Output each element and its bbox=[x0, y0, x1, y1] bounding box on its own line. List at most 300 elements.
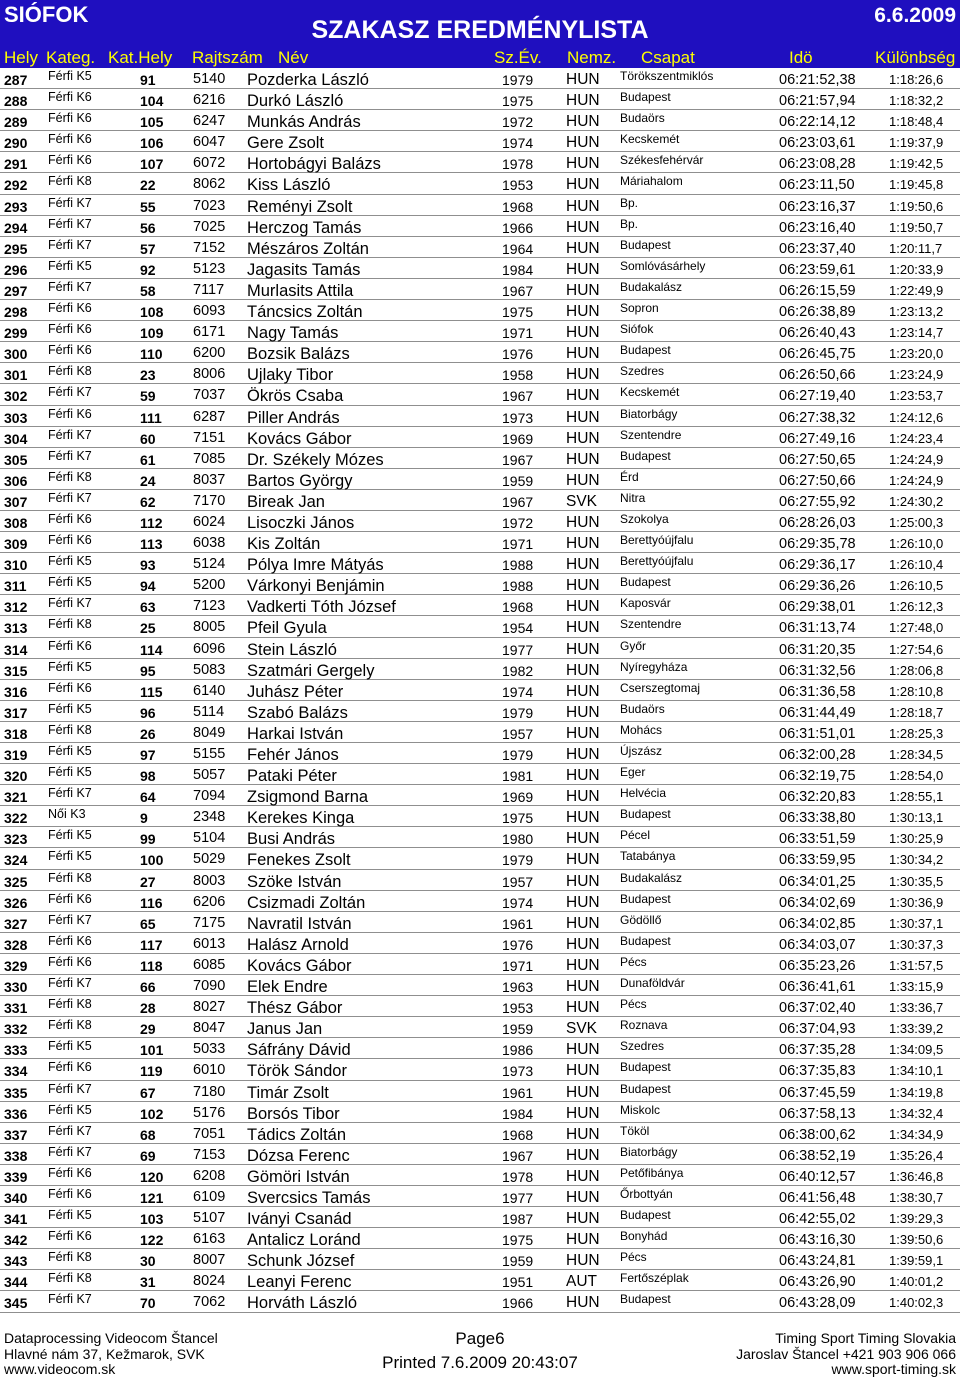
birth-year-cell: 1974 bbox=[502, 894, 534, 911]
category-cell: Férfi K6 bbox=[48, 1060, 92, 1075]
category-rank-cell: 67 bbox=[140, 1084, 156, 1101]
category-cell: Férfi K7 bbox=[48, 237, 92, 252]
category-rank-cell: 103 bbox=[140, 1211, 164, 1228]
name-cell: Csizmadi Zoltán bbox=[247, 893, 366, 912]
table-row bbox=[0, 1186, 960, 1207]
time-cell: 06:35:23,26 bbox=[779, 957, 856, 974]
category-cell: Férfi K6 bbox=[48, 132, 92, 147]
table-row bbox=[0, 680, 960, 701]
category-cell: Férfi K6 bbox=[48, 322, 92, 337]
difference-cell: 1:24:30,2 bbox=[889, 493, 944, 509]
difference-cell: 1:26:10,4 bbox=[889, 557, 944, 573]
bib-cell: 7051 bbox=[193, 1125, 226, 1142]
table-row bbox=[0, 1291, 960, 1312]
table-row bbox=[0, 1038, 960, 1059]
category-rank-cell: 30 bbox=[140, 1253, 156, 1270]
birth-year-cell: 1963 bbox=[502, 979, 534, 996]
table-row bbox=[0, 891, 960, 912]
difference-cell: 1:34:10,1 bbox=[889, 1063, 944, 1079]
nationality-cell: HUN bbox=[566, 471, 600, 489]
nationality-cell: HUN bbox=[566, 71, 600, 88]
table-row bbox=[0, 806, 960, 827]
birth-year-cell: 1971 bbox=[502, 536, 534, 553]
time-cell: 06:26:15,59 bbox=[779, 282, 856, 299]
rank-cell: 324 bbox=[4, 852, 28, 869]
category-rank-cell: 62 bbox=[140, 493, 156, 510]
difference-cell: 1:20:33,9 bbox=[889, 261, 944, 277]
time-cell: 06:38:52,19 bbox=[779, 1147, 856, 1164]
club-cell: Bp. bbox=[620, 216, 639, 231]
category-rank-cell: 112 bbox=[140, 514, 163, 531]
category-rank-cell: 56 bbox=[140, 219, 156, 236]
category-cell: Férfi K7 bbox=[48, 448, 92, 463]
club-cell: Budakalász bbox=[620, 279, 683, 294]
difference-cell: 1:34:19,8 bbox=[889, 1084, 944, 1100]
birth-year-cell: 1979 bbox=[502, 72, 534, 88]
nationality-cell: HUN bbox=[566, 978, 600, 996]
bib-cell: 8007 bbox=[193, 1252, 226, 1269]
time-cell: 06:43:26,90 bbox=[779, 1274, 856, 1291]
category-rank-cell: 94 bbox=[140, 578, 156, 595]
category-cell: Férfi K6 bbox=[48, 1186, 92, 1201]
time-cell: 06:38:00,62 bbox=[779, 1126, 856, 1143]
category-rank-cell: 109 bbox=[140, 325, 164, 342]
rank-cell: 309 bbox=[4, 536, 28, 553]
club-cell: Budapest bbox=[620, 575, 671, 590]
column-header-row bbox=[0, 46, 960, 68]
bib-cell: 8005 bbox=[193, 619, 226, 636]
time-cell: 06:31:44,49 bbox=[779, 704, 856, 721]
club-cell: Miskolc bbox=[620, 1102, 661, 1117]
difference-cell: 1:23:13,2 bbox=[889, 304, 944, 320]
footer-printed: Printed 7.6.2009 20:43:07 bbox=[382, 1353, 578, 1372]
table-row bbox=[0, 342, 960, 363]
nationality-cell: HUN bbox=[566, 956, 600, 974]
category-cell: Férfi K8 bbox=[48, 1250, 92, 1265]
club-cell: Nyíregyháza bbox=[620, 659, 688, 674]
birth-year-cell: 1977 bbox=[502, 641, 534, 658]
category-cell: Férfi K5 bbox=[48, 765, 92, 780]
difference-cell: 1:39:29,3 bbox=[889, 1211, 944, 1227]
col-nev: Név bbox=[278, 48, 309, 67]
bib-cell: 7062 bbox=[193, 1294, 226, 1311]
difference-cell: 1:38:30,7 bbox=[889, 1189, 944, 1205]
category-cell: Férfi K5 bbox=[48, 659, 92, 674]
difference-cell: 1:27:48,0 bbox=[889, 620, 944, 636]
time-cell: 06:31:51,01 bbox=[779, 725, 856, 742]
club-cell: Máriahalom bbox=[620, 174, 683, 189]
nationality-cell: HUN bbox=[566, 999, 600, 1017]
birth-year-cell: 1966 bbox=[502, 1295, 534, 1312]
table-row bbox=[0, 553, 960, 574]
club-cell: Kecskemét bbox=[620, 385, 680, 400]
club-cell: Tököl bbox=[620, 1123, 650, 1138]
difference-cell: 1:28:34,5 bbox=[889, 747, 944, 762]
table-row bbox=[0, 173, 960, 194]
table-row bbox=[0, 321, 960, 342]
table-row bbox=[0, 279, 960, 300]
category-cell: Férfi K5 bbox=[48, 1039, 92, 1054]
bib-cell: 6024 bbox=[193, 513, 226, 530]
birth-year-cell: 1976 bbox=[502, 346, 534, 363]
category-rank-cell: 106 bbox=[140, 135, 164, 152]
category-cell: Férfi K8 bbox=[48, 364, 92, 379]
table-row bbox=[0, 300, 960, 321]
rank-cell: 341 bbox=[4, 1211, 28, 1228]
birth-year-cell: 1987 bbox=[502, 1211, 534, 1228]
time-cell: 06:27:19,40 bbox=[779, 388, 856, 405]
category-cell: Férfi K8 bbox=[48, 997, 92, 1012]
name-cell: Horváth László bbox=[247, 1294, 358, 1313]
nationality-cell: HUN bbox=[566, 1062, 600, 1080]
footer-company: Dataprocessing Videocom Štancel bbox=[4, 1330, 218, 1346]
category-rank-cell: 102 bbox=[140, 1105, 164, 1122]
time-cell: 06:22:14,12 bbox=[779, 114, 856, 131]
difference-cell: 1:24:24,9 bbox=[889, 472, 944, 488]
rank-cell: 317 bbox=[4, 704, 28, 721]
table-row bbox=[0, 469, 960, 490]
table-row bbox=[0, 743, 960, 764]
bib-cell: 8027 bbox=[193, 999, 226, 1016]
rank-cell: 329 bbox=[4, 957, 28, 974]
club-cell: Mohács bbox=[620, 722, 663, 737]
table-row bbox=[0, 1144, 960, 1165]
name-cell: Antalicz Loránd bbox=[247, 1231, 361, 1250]
club-cell: Tatabánya bbox=[620, 849, 676, 864]
name-cell: Lisoczki János bbox=[247, 513, 355, 532]
category-cell: Férfi K8 bbox=[48, 1271, 92, 1286]
difference-cell: 1:39:50,6 bbox=[889, 1232, 944, 1248]
birth-year-cell: 1974 bbox=[502, 683, 534, 700]
category-rank-cell: 113 bbox=[140, 536, 163, 553]
category-rank-cell: 118 bbox=[140, 957, 163, 974]
category-rank-cell: 55 bbox=[140, 198, 156, 215]
club-cell: Kaposvár bbox=[620, 596, 671, 611]
birth-year-cell: 1986 bbox=[502, 1042, 534, 1059]
difference-cell: 1:33:36,7 bbox=[889, 1000, 944, 1016]
bib-cell: 7094 bbox=[193, 788, 226, 805]
time-cell: 06:23:08,28 bbox=[779, 156, 856, 173]
club-cell: Nitra bbox=[620, 490, 646, 505]
rank-cell: 315 bbox=[4, 662, 28, 679]
category-rank-cell: 64 bbox=[140, 789, 156, 806]
time-cell: 06:26:50,66 bbox=[779, 367, 856, 384]
club-cell: Budaörs bbox=[620, 701, 665, 716]
rank-cell: 314 bbox=[4, 641, 28, 658]
nationality-cell: HUN bbox=[566, 1083, 600, 1101]
category-rank-cell: 9 bbox=[140, 810, 148, 827]
nationality-cell: HUN bbox=[566, 513, 600, 531]
col-kulonbseg: Különbség bbox=[875, 48, 956, 67]
table-row bbox=[0, 1081, 960, 1102]
bib-cell: 7090 bbox=[193, 978, 226, 995]
time-cell: 06:32:19,75 bbox=[779, 768, 856, 785]
nationality-cell: HUN bbox=[566, 788, 600, 806]
category-rank-cell: 69 bbox=[140, 1147, 156, 1164]
category-rank-cell: 107 bbox=[140, 156, 164, 173]
footer-contact: Jaroslav Štancel +421 903 906 066 bbox=[736, 1346, 956, 1362]
difference-cell: 1:20:11,7 bbox=[889, 240, 943, 256]
name-cell: Dózsa Ferenc bbox=[247, 1146, 350, 1165]
rank-cell: 345 bbox=[4, 1295, 28, 1312]
name-cell: Zsigmond Barna bbox=[247, 788, 369, 807]
rank-cell: 312 bbox=[4, 599, 28, 616]
difference-cell: 1:26:10,5 bbox=[889, 578, 944, 594]
difference-cell: 1:23:20,0 bbox=[889, 346, 944, 362]
category-cell: Férfi K7 bbox=[48, 786, 92, 801]
event-date: 6.6.2009 bbox=[874, 4, 956, 27]
bib-cell: 5029 bbox=[193, 851, 226, 868]
club-cell: Érd bbox=[620, 469, 639, 484]
table-row bbox=[0, 511, 960, 532]
table-row bbox=[0, 1270, 960, 1291]
category-cell: Férfi K8 bbox=[48, 1018, 92, 1033]
rank-cell: 295 bbox=[4, 240, 28, 257]
time-cell: 06:37:45,59 bbox=[779, 1084, 856, 1101]
nationality-cell: HUN bbox=[566, 281, 600, 299]
nationality-cell: HUN bbox=[566, 556, 600, 574]
time-cell: 06:29:36,17 bbox=[779, 557, 856, 574]
category-rank-cell: 25 bbox=[140, 620, 156, 637]
bib-cell: 5124 bbox=[193, 556, 226, 573]
table-row bbox=[0, 237, 960, 258]
category-rank-cell: 101 bbox=[140, 1042, 164, 1059]
birth-year-cell: 1984 bbox=[502, 1105, 534, 1122]
table-row bbox=[0, 131, 960, 152]
category-cell: Férfi K7 bbox=[48, 490, 92, 505]
table-row bbox=[0, 1228, 960, 1249]
name-cell: Gere Zsolt bbox=[247, 134, 325, 153]
club-cell: Budapest bbox=[620, 1292, 671, 1307]
time-cell: 06:23:59,61 bbox=[779, 261, 856, 278]
category-rank-cell: 110 bbox=[140, 346, 163, 363]
nationality-cell: HUN bbox=[566, 1294, 600, 1312]
name-cell: Munkás András bbox=[247, 113, 361, 132]
footer-address: Hlavné nám 37, Kežmarok, SVK bbox=[4, 1346, 205, 1362]
bib-cell: 7170 bbox=[193, 492, 226, 509]
club-cell: Pécs bbox=[620, 1250, 647, 1265]
name-cell: Ujlaky Tibor bbox=[247, 366, 334, 385]
category-cell: Férfi K5 bbox=[48, 258, 92, 273]
category-rank-cell: 119 bbox=[140, 1063, 163, 1080]
rank-cell: 306 bbox=[4, 472, 28, 489]
difference-cell: 1:40:01,2 bbox=[889, 1274, 944, 1290]
bib-cell: 5107 bbox=[193, 1210, 226, 1227]
club-cell: Budapest bbox=[620, 1081, 671, 1096]
bib-cell: 8037 bbox=[193, 471, 226, 488]
nationality-cell: HUN bbox=[566, 155, 600, 173]
nationality-cell: HUN bbox=[566, 640, 600, 658]
category-cell: Férfi K8 bbox=[48, 722, 92, 737]
club-cell: Siófok bbox=[620, 322, 654, 337]
club-cell: Petőfibánya bbox=[620, 1165, 684, 1180]
category-rank-cell: 96 bbox=[140, 704, 156, 721]
difference-cell: 1:19:37,9 bbox=[889, 135, 944, 151]
birth-year-cell: 1974 bbox=[502, 135, 534, 152]
birth-year-cell: 1975 bbox=[502, 810, 534, 827]
name-cell: Halász Arnold bbox=[247, 935, 349, 954]
time-cell: 06:37:35,28 bbox=[779, 1042, 856, 1059]
name-cell: Várkonyi Benjámin bbox=[247, 577, 385, 596]
birth-year-cell: 1968 bbox=[502, 1126, 534, 1143]
club-cell: Bp. bbox=[620, 195, 639, 210]
bib-cell: 5200 bbox=[193, 577, 226, 594]
category-rank-cell: 59 bbox=[140, 388, 156, 405]
club-cell: Szedres bbox=[620, 1039, 665, 1054]
category-rank-cell: 31 bbox=[140, 1274, 156, 1291]
rank-cell: 289 bbox=[4, 114, 28, 131]
difference-cell: 1:33:15,9 bbox=[889, 979, 944, 995]
difference-cell: 1:22:49,9 bbox=[889, 282, 944, 298]
club-cell: Bonyhád bbox=[620, 1229, 668, 1244]
nationality-cell: HUN bbox=[566, 366, 600, 384]
category-cell: Férfi K7 bbox=[48, 912, 92, 927]
birth-year-cell: 1953 bbox=[502, 1000, 534, 1017]
category-rank-cell: 121 bbox=[140, 1189, 164, 1206]
bib-cell: 6140 bbox=[193, 682, 226, 699]
bib-cell: 6171 bbox=[193, 324, 226, 341]
nationality-cell: HUN bbox=[566, 239, 600, 257]
bib-cell: 6072 bbox=[193, 155, 226, 172]
club-cell: Sopron bbox=[620, 301, 659, 316]
nationality-cell: HUN bbox=[566, 324, 600, 342]
club-cell: Szokolya bbox=[620, 511, 669, 526]
time-cell: 06:43:16,30 bbox=[779, 1232, 856, 1249]
category-cell: Férfi K5 bbox=[48, 849, 92, 864]
name-cell: Stein László bbox=[247, 640, 337, 659]
table-row bbox=[0, 1165, 960, 1186]
rank-cell: 320 bbox=[4, 768, 28, 785]
rank-cell: 319 bbox=[4, 747, 28, 763]
category-rank-cell: 28 bbox=[140, 1000, 156, 1017]
nationality-cell: HUN bbox=[566, 387, 600, 405]
bib-cell: 6216 bbox=[193, 92, 226, 109]
name-cell: Herczog Tamás bbox=[247, 218, 362, 237]
nationality-cell: HUN bbox=[566, 134, 600, 152]
table-row bbox=[0, 1249, 960, 1270]
footer-website-right: www.sport-timing.sk bbox=[831, 1361, 956, 1377]
time-cell: 06:43:24,81 bbox=[779, 1253, 856, 1270]
name-cell: Pfeil Gyula bbox=[247, 619, 327, 638]
nationality-cell: HUN bbox=[566, 535, 600, 553]
category-cell: Férfi K8 bbox=[48, 469, 92, 484]
rank-cell: 293 bbox=[4, 198, 28, 215]
birth-year-cell: 1958 bbox=[502, 367, 534, 384]
name-cell: Fenekes Zsolt bbox=[247, 851, 351, 870]
category-rank-cell: 57 bbox=[140, 240, 156, 257]
name-cell: Bartos György bbox=[247, 471, 353, 490]
category-cell: Férfi K6 bbox=[48, 933, 92, 948]
bib-cell: 5057 bbox=[193, 767, 226, 784]
category-cell: Férfi K7 bbox=[48, 1144, 92, 1159]
birth-year-cell: 1973 bbox=[502, 409, 534, 426]
rank-cell: 287 bbox=[4, 72, 28, 88]
bib-cell: 8049 bbox=[193, 724, 226, 741]
category-cell: Férfi K5 bbox=[48, 575, 92, 590]
table-row bbox=[0, 870, 960, 891]
difference-cell: 1:25:00,3 bbox=[889, 514, 944, 530]
birth-year-cell: 1980 bbox=[502, 831, 534, 848]
rank-cell: 296 bbox=[4, 261, 28, 278]
name-cell: Leanyi Ferenc bbox=[247, 1273, 352, 1292]
difference-cell: 1:28:06,8 bbox=[889, 662, 944, 678]
category-cell: Férfi K6 bbox=[48, 891, 92, 906]
nationality-cell: HUN bbox=[566, 1188, 600, 1206]
category-cell: Férfi K5 bbox=[48, 1102, 92, 1117]
rank-cell: 325 bbox=[4, 873, 28, 890]
name-cell: Török Sándor bbox=[247, 1062, 347, 1081]
category-cell: Férfi K7 bbox=[48, 1123, 92, 1138]
rank-cell: 327 bbox=[4, 915, 28, 932]
birth-year-cell: 1982 bbox=[502, 662, 534, 679]
time-cell: 06:37:04,93 bbox=[779, 1021, 856, 1038]
category-cell: Férfi K5 bbox=[48, 1208, 92, 1223]
difference-cell: 1:36:46,8 bbox=[889, 1168, 944, 1184]
nationality-cell: HUN bbox=[566, 577, 600, 595]
col-szev: Sz.Év. bbox=[494, 48, 542, 67]
bib-cell: 6013 bbox=[193, 935, 226, 952]
rank-cell: 302 bbox=[4, 388, 28, 405]
time-cell: 06:26:40,43 bbox=[779, 325, 856, 342]
name-cell: Tádics Zoltán bbox=[247, 1125, 347, 1144]
rank-cell: 323 bbox=[4, 831, 28, 848]
time-cell: 06:23:03,61 bbox=[779, 135, 856, 152]
nationality-cell: HUN bbox=[566, 1167, 600, 1185]
rank-cell: 337 bbox=[4, 1126, 28, 1143]
club-cell: Budapest bbox=[620, 1060, 671, 1075]
nationality-cell: HUN bbox=[566, 345, 600, 363]
nationality-cell: HUN bbox=[566, 935, 600, 953]
name-cell: Pozderka László bbox=[247, 71, 369, 89]
category-rank-cell: 93 bbox=[140, 557, 156, 574]
nationality-cell: HUN bbox=[566, 746, 600, 763]
category-cell: Férfi K7 bbox=[48, 279, 92, 294]
table-row bbox=[0, 532, 960, 553]
rank-cell: 298 bbox=[4, 304, 28, 321]
name-cell: Harkai István bbox=[247, 724, 344, 743]
club-cell: Budakalász bbox=[620, 870, 683, 885]
time-cell: 06:29:36,26 bbox=[779, 578, 856, 595]
category-rank-cell: 114 bbox=[140, 641, 163, 658]
club-cell: Biatorbágy bbox=[620, 406, 678, 421]
rank-cell: 332 bbox=[4, 1021, 28, 1038]
birth-year-cell: 1972 bbox=[502, 114, 534, 131]
name-cell: Borsós Tibor bbox=[247, 1104, 340, 1123]
nationality-cell: HUN bbox=[566, 830, 600, 848]
name-cell: Kerekes Kinga bbox=[247, 809, 355, 828]
table-row bbox=[0, 110, 960, 131]
category-rank-cell: 97 bbox=[140, 747, 156, 763]
table-row bbox=[0, 363, 960, 384]
bib-cell: 7025 bbox=[193, 218, 226, 235]
category-rank-cell: 60 bbox=[140, 430, 156, 447]
rank-cell: 305 bbox=[4, 451, 28, 468]
birth-year-cell: 1979 bbox=[502, 852, 534, 869]
difference-cell: 1:31:57,5 bbox=[889, 957, 944, 973]
time-cell: 06:41:56,48 bbox=[779, 1189, 856, 1206]
rank-cell: 334 bbox=[4, 1063, 28, 1080]
nationality-cell: HUN bbox=[566, 92, 600, 110]
club-cell: Gödöllő bbox=[620, 912, 662, 927]
name-cell: Kis Zoltán bbox=[247, 535, 321, 554]
name-cell: Kovács Gábor bbox=[247, 956, 352, 975]
name-cell: Hortobágyi Balázs bbox=[247, 155, 381, 174]
difference-cell: 1:34:32,4 bbox=[889, 1105, 944, 1121]
birth-year-cell: 1984 bbox=[502, 261, 534, 278]
club-cell: Budapest bbox=[620, 891, 671, 906]
rank-cell: 292 bbox=[4, 177, 28, 194]
category-rank-cell: 100 bbox=[140, 852, 164, 869]
